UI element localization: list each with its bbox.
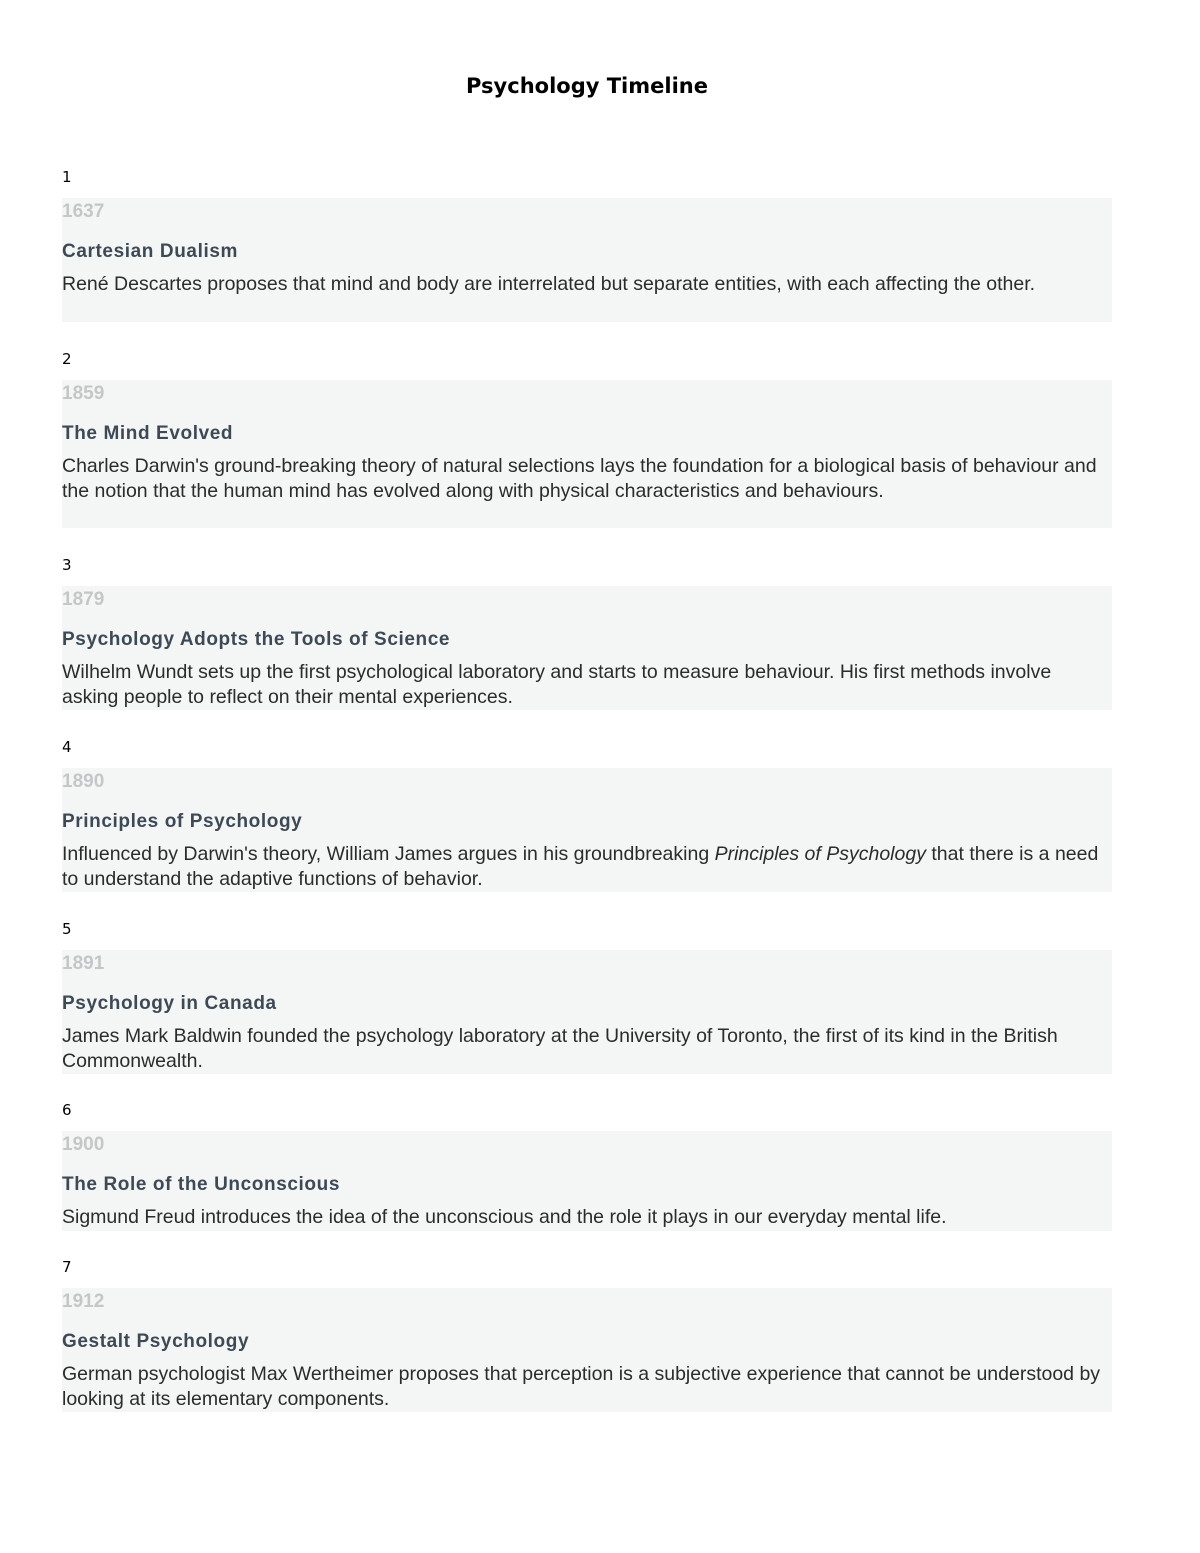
entry-description: German psychologist Max Wertheimer proposes that perception is a subjective experience that cannot be understood by looking at its elementary components. [62, 1363, 1101, 1410]
entry-description-text: that there is a need to understand the adaptive functions of behavior. [62, 843, 1099, 890]
entry-card [62, 198, 1112, 322]
entry-year: 1890 [62, 771, 105, 792]
entry-description: James Mark Baldwin founded the psychology laboratory at the University of Toronto, the first of its kind in the British Commonwealth. [62, 1025, 1058, 1072]
entry-year: 1879 [62, 589, 105, 610]
entry-card [62, 1288, 1112, 1412]
entry-card [62, 586, 1112, 710]
entry-number: 6 [62, 1101, 72, 1119]
entry-heading: Cartesian Dualism [62, 241, 238, 262]
entry-description: Sigmund Freud introduces the idea of the unconscious and the role it plays in our everyday mental life. [62, 1206, 947, 1228]
entry-description: René Descartes proposes that mind and body are interrelated but separate entities, with each affecting the other. [62, 273, 1036, 295]
entry-number: 4 [62, 738, 72, 756]
entry-number: 7 [62, 1258, 72, 1276]
entry-heading: Principles of Psychology [62, 811, 303, 832]
entry-description [62, 842, 1112, 891]
entry-number: 1 [62, 168, 72, 186]
entry-heading: Psychology Adopts the Tools of Science [62, 629, 451, 650]
entry-year: 1859 [62, 383, 105, 404]
entry-description: Wilhelm Wundt sets up the first psychological laboratory and starts to measure behaviour. His first methods involve asking people to reflect on their mental experiences. [62, 661, 1052, 708]
entry-number: 5 [62, 920, 72, 938]
entry-year: 1891 [62, 953, 105, 974]
entry-year: 1900 [62, 1134, 105, 1155]
entry-card [62, 1131, 1112, 1231]
entry-description-text: Influenced by Darwin's theory, William James argues in his groundbreaking [62, 843, 715, 865]
entry-description: Charles Darwin's ground-breaking theory of natural selections lays the foundation for a biological basis of behaviour and the notion that the human mind has evolved along with physical characteristics and behaviours. [62, 455, 1097, 502]
entry-heading: The Role of the Unconscious [62, 1174, 340, 1195]
entry-number: 2 [62, 350, 72, 368]
entry-year: 1912 [62, 1291, 105, 1312]
entry-heading: Gestalt Psychology [62, 1331, 250, 1352]
entry-heading: The Mind Evolved [62, 423, 234, 444]
book-title: Principles of Psychology [714, 843, 926, 865]
entry-card [62, 768, 1112, 892]
entry-card [62, 380, 1112, 528]
entry-heading: Psychology in Canada [62, 993, 277, 1014]
entry-card [62, 950, 1112, 1074]
entry-year: 1637 [62, 201, 105, 222]
entry-number: 3 [62, 556, 72, 574]
page-title: Psychology Timeline [466, 74, 708, 98]
